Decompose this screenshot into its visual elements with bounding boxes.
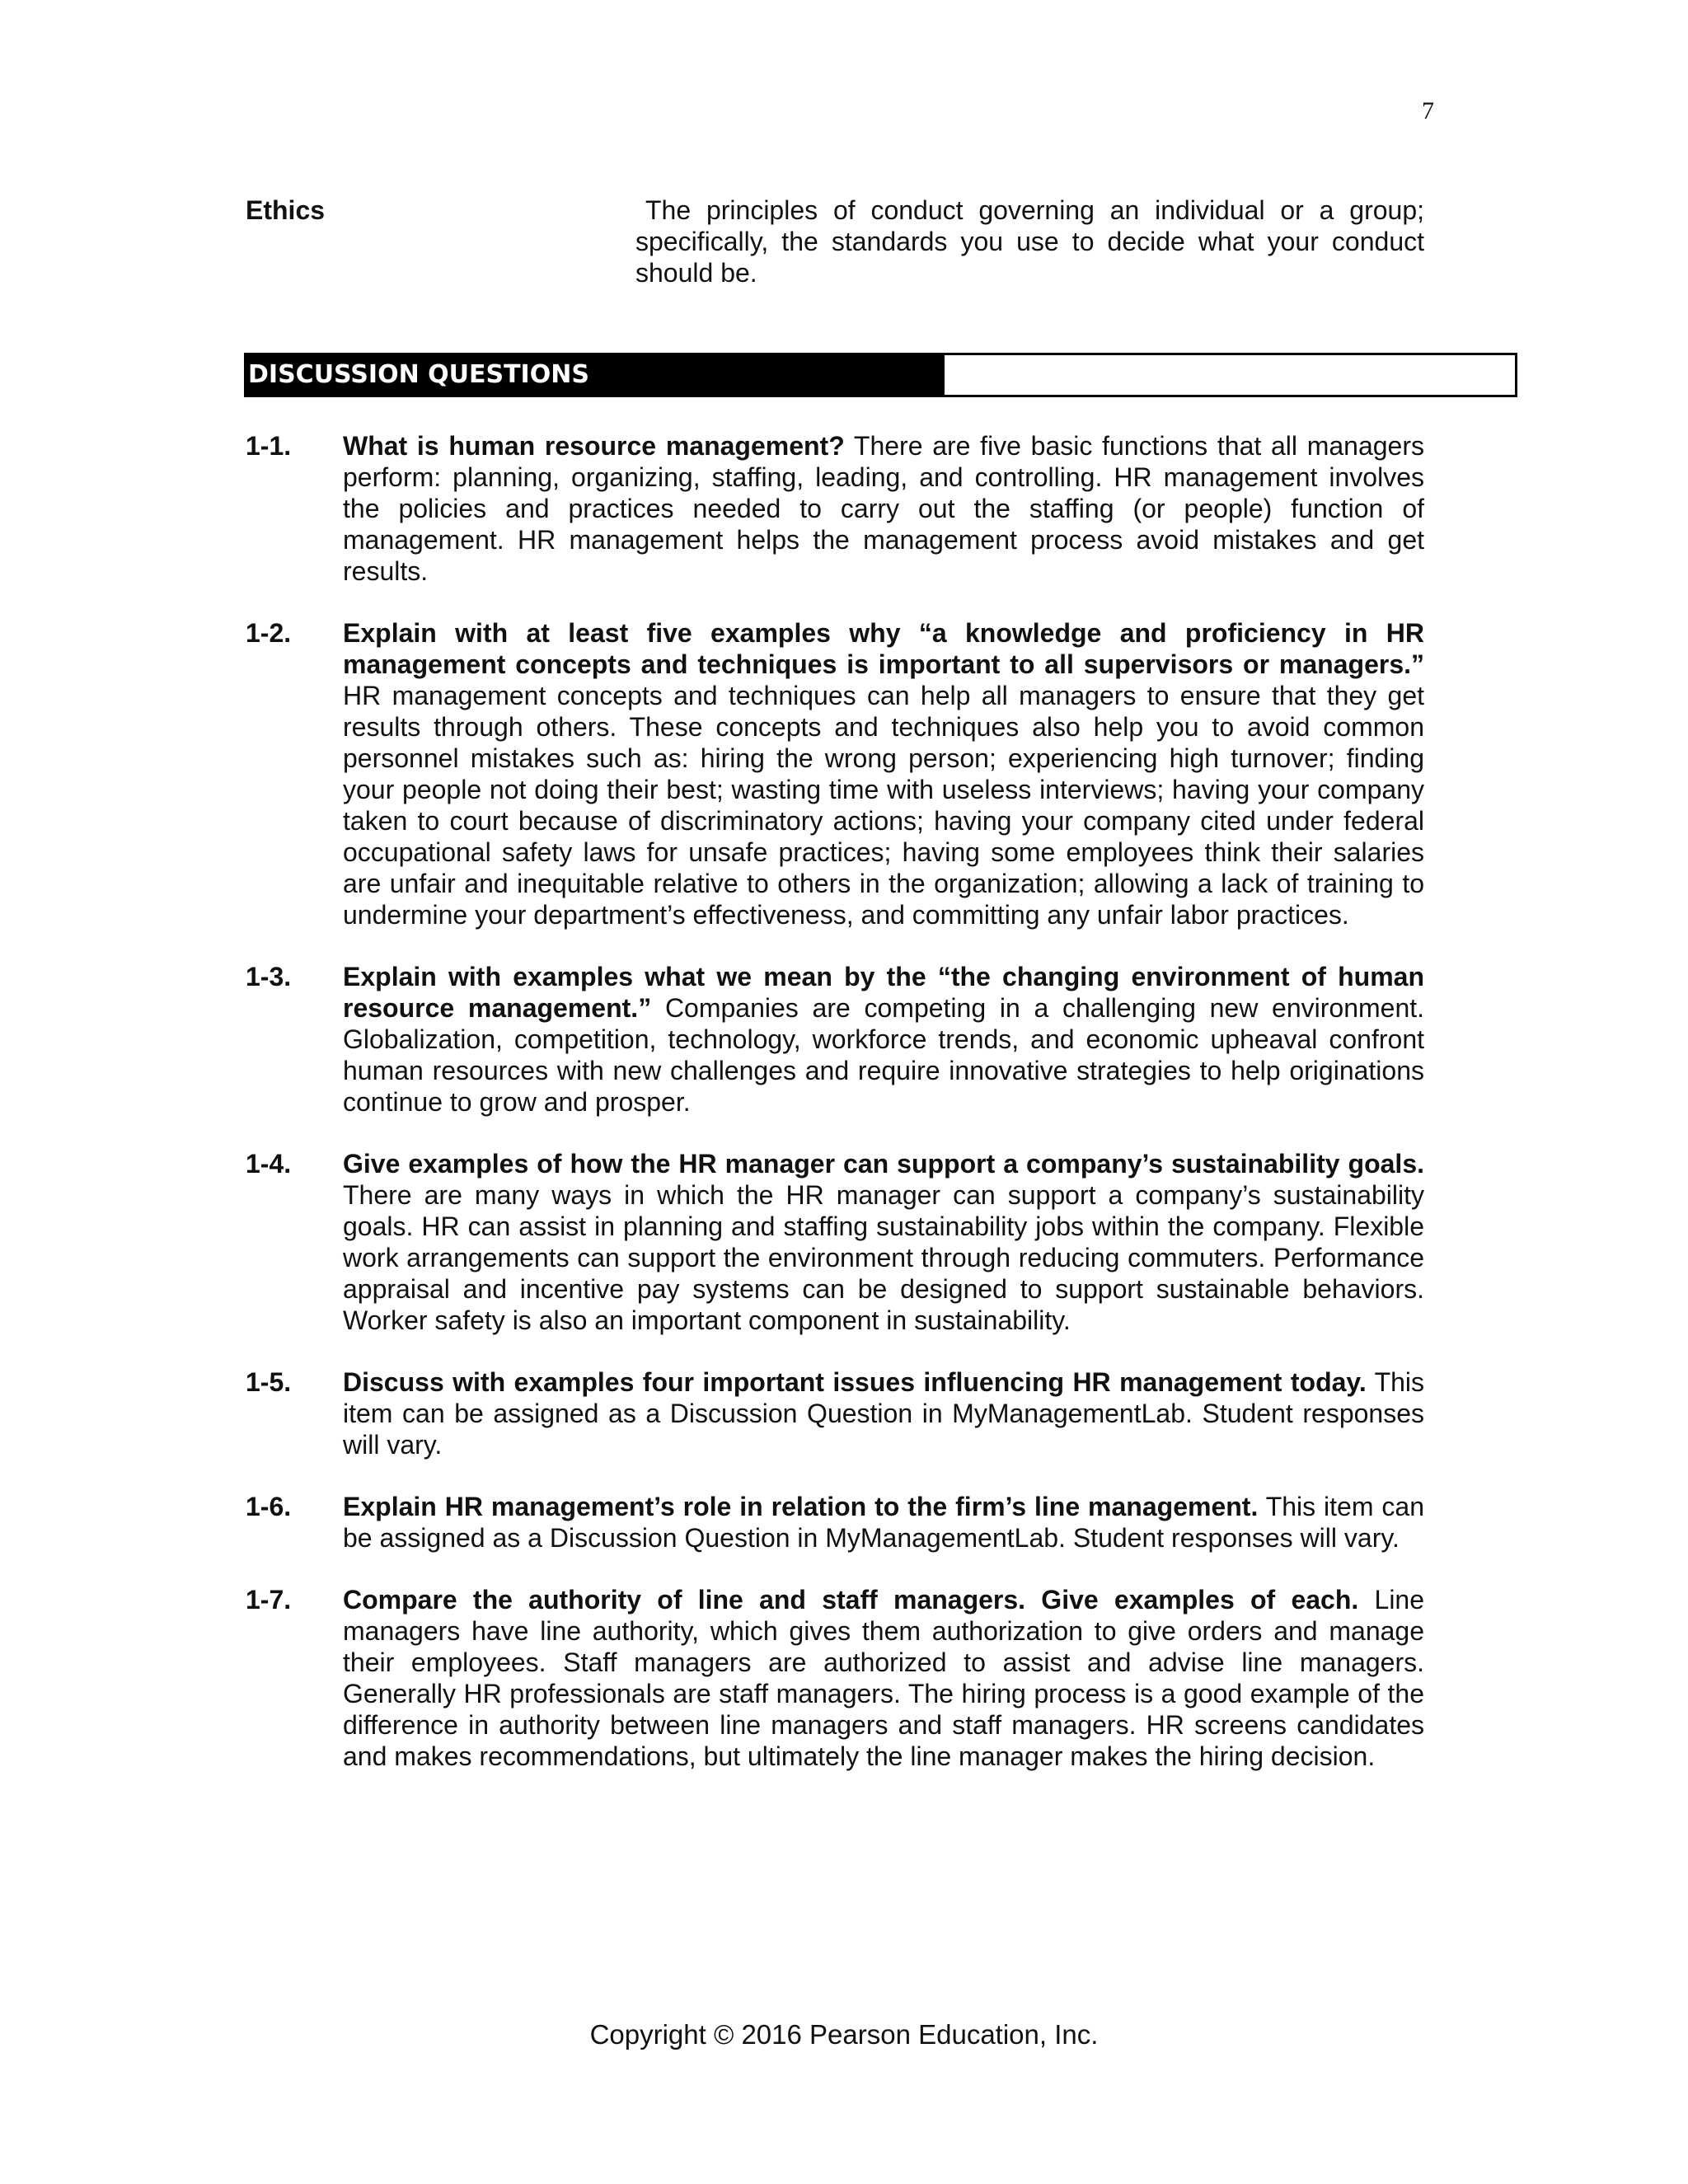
question-number: 1-2.: [246, 618, 292, 648]
question-answer: There are many ways in which the HR manager can support a company’s sustainability goals. HR can assist in planning and staffing sustainability jobs within the company. Flexible work arrangements can support the environment through reducing commuters. Performance appraisal and incentive pay systems can be designed to support sustainable behaviors. Worker safety is also an important component in sustainability.: [343, 1180, 1424, 1335]
question-number: 1-7.: [246, 1585, 292, 1615]
question-item: [246, 1584, 1424, 1772]
question-number: 1-1.: [246, 431, 292, 461]
question-prompt: What is human resource management?: [343, 431, 845, 461]
question-answer: There are five basic functions that all managers perform: planning, organizing, staffing, leading, and controlling. HR management involves the policies and practices needed to carry out the staffing (or people) function of management. HR management helps the management process avoid mistakes and get results.: [343, 431, 1425, 586]
question-prompt: Explain with examples what we mean by the “the changing environment of human resource management.”: [343, 962, 1424, 1023]
question-answer: Companies are competing in a challenging new environment. Globalization, competition, technology, workforce trends, and economic upheaval confront human resources with new challenges and require innovative strategies to help originations continue to grow and prosper.: [343, 993, 1425, 1117]
question-answer: Line managers have line authority, which gives them authorization to give orders and manage their employees. Staff managers are authorized to assist and advise line managers. Generally HR professionals are staff managers. The hiring process is a good example of the difference in authority between line managers and staff managers. HR screens candidates and makes recommendations, but ultimately the line manager makes the hiring decision.: [343, 1585, 1425, 1771]
glossary-definition: The principles of conduct governing an individual or a group; specifically, the standards you use to decide what your conduct should be.: [635, 195, 1424, 288]
question-prompt: Discuss with examples four important issues influencing HR management today.: [343, 1367, 1367, 1397]
glossary-term: Ethics: [246, 195, 326, 225]
question-number: 1-4.: [246, 1149, 292, 1179]
question-number: 1-5.: [246, 1367, 292, 1397]
question-list: [246, 430, 1424, 1802]
question-answer: This item can be assigned as a Discussion Question in MyManagementLab. Student responses will vary.: [343, 1367, 1425, 1460]
glossary-entry: [246, 194, 1424, 293]
section-title: DISCUSSION QUESTIONS: [246, 355, 945, 395]
question-item: [246, 961, 1424, 1118]
question-body: [343, 961, 1424, 1118]
page-number: 7: [1422, 97, 1434, 124]
question-body: [343, 430, 1424, 587]
question-number: 1-6.: [246, 1492, 292, 1521]
question-item: [246, 1491, 1424, 1554]
question-body: [343, 1366, 1424, 1460]
question-prompt: Give examples of how the HR manager can support a company’s sustainability goals.: [343, 1149, 1424, 1179]
question-item: [246, 1148, 1424, 1336]
question-item: [246, 617, 1424, 930]
question-answer: HR management concepts and techniques can help all managers to ensure that they get results through others. These concepts and techniques also help you to avoid common personnel mistakes such as: hiring the wrong person; experiencing high turnover; finding your people not doing their best; wasting time with useless interviews; having your company taken to court because of discriminatory actions; having your company cited under federal occupational safety laws for unsafe practices; having some employees think their salaries are unfair and inequitable relative to others in the organization; allowing a lack of training to undermine your department’s effectiveness, and committing any unfair labor practices.: [343, 681, 1424, 930]
question-prompt: Explain HR management’s role in relation to the firm’s line management.: [343, 1492, 1259, 1521]
question-body: [343, 1148, 1424, 1336]
question-prompt: Compare the authority of line and staff managers. Give examples of each.: [343, 1585, 1359, 1615]
question-item: [246, 1366, 1424, 1460]
question-body: [343, 617, 1424, 930]
question-prompt: Explain with at least five examples why “a knowledge and proficiency in HR management concepts and techniques is important to all supervisors or managers.”: [343, 618, 1424, 679]
question-item: [246, 430, 1424, 587]
question-body: [343, 1584, 1424, 1772]
section-header: [244, 353, 1517, 397]
section-header-blank: [945, 355, 1515, 395]
question-body: [343, 1491, 1424, 1554]
question-number: 1-3.: [246, 962, 292, 991]
question-answer: This item can be assigned as a Discussion Question in MyManagementLab. Student responses will vary.: [343, 1492, 1425, 1553]
copyright-footer: Copyright © 2016 Pearson Education, Inc.: [589, 2019, 1099, 2050]
